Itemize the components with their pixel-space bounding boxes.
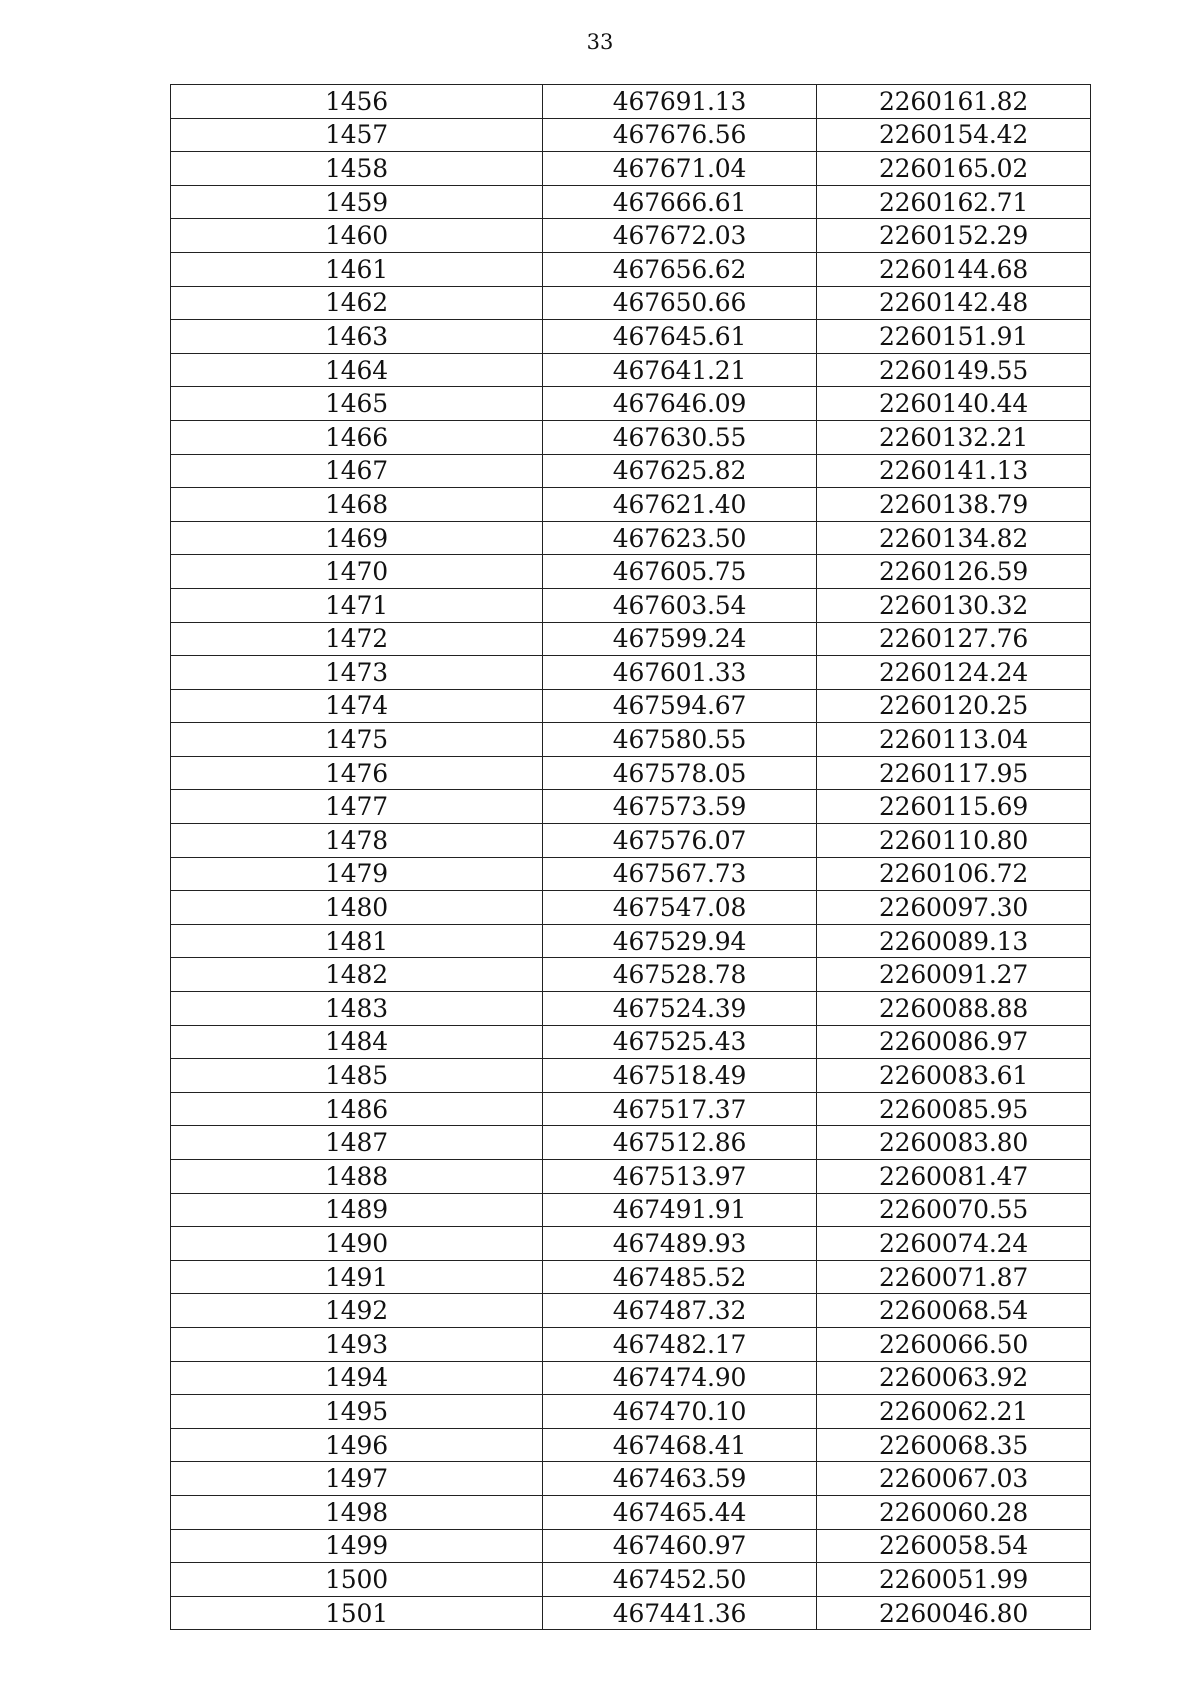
y-coordinate-cell: 2260165.02	[817, 152, 1091, 186]
coordinates-table-body	[171, 85, 1091, 1630]
y-coordinate-cell: 2260161.82	[817, 85, 1091, 119]
table-row	[171, 656, 1091, 690]
y-coordinate-cell: 2260063.92	[817, 1361, 1091, 1395]
table-row	[171, 622, 1091, 656]
x-coordinate-cell: 467691.13	[543, 85, 817, 119]
point-number-cell: 1462	[171, 286, 543, 320]
table-row	[171, 286, 1091, 320]
x-coordinate-cell: 467525.43	[543, 1025, 817, 1059]
table-row	[171, 1126, 1091, 1160]
point-number-cell: 1494	[171, 1361, 543, 1395]
table-row	[171, 353, 1091, 387]
table-row	[171, 588, 1091, 622]
y-coordinate-cell: 2260162.71	[817, 185, 1091, 219]
y-coordinate-cell: 2260068.54	[817, 1294, 1091, 1328]
table-row	[171, 1294, 1091, 1328]
table-row	[171, 1227, 1091, 1261]
point-number-cell: 1461	[171, 252, 543, 286]
table-row	[171, 555, 1091, 589]
point-number-cell: 1499	[171, 1529, 543, 1563]
table-row	[171, 1495, 1091, 1529]
table-row	[171, 1395, 1091, 1429]
y-coordinate-cell: 2260071.87	[817, 1260, 1091, 1294]
y-coordinate-cell: 2260110.80	[817, 824, 1091, 858]
y-coordinate-cell: 2260066.50	[817, 1327, 1091, 1361]
point-number-cell: 1460	[171, 219, 543, 253]
point-number-cell: 1481	[171, 924, 543, 958]
x-coordinate-cell: 467441.36	[543, 1596, 817, 1630]
y-coordinate-cell: 2260081.47	[817, 1160, 1091, 1194]
table-row	[171, 420, 1091, 454]
table-row	[171, 219, 1091, 253]
y-coordinate-cell: 2260083.61	[817, 1059, 1091, 1093]
y-coordinate-cell: 2260067.03	[817, 1462, 1091, 1496]
table-row	[171, 756, 1091, 790]
x-coordinate-cell: 467621.40	[543, 488, 817, 522]
y-coordinate-cell: 2260062.21	[817, 1395, 1091, 1429]
x-coordinate-cell: 467650.66	[543, 286, 817, 320]
x-coordinate-cell: 467594.67	[543, 689, 817, 723]
y-coordinate-cell: 2260151.91	[817, 320, 1091, 354]
x-coordinate-cell: 467452.50	[543, 1563, 817, 1597]
point-number-cell: 1471	[171, 588, 543, 622]
point-number-cell: 1493	[171, 1327, 543, 1361]
x-coordinate-cell: 467605.75	[543, 555, 817, 589]
table-row	[171, 185, 1091, 219]
x-coordinate-cell: 467666.61	[543, 185, 817, 219]
point-number-cell: 1492	[171, 1294, 543, 1328]
y-coordinate-cell: 2260142.48	[817, 286, 1091, 320]
y-coordinate-cell: 2260144.68	[817, 252, 1091, 286]
y-coordinate-cell: 2260149.55	[817, 353, 1091, 387]
table-row	[171, 857, 1091, 891]
table-row	[171, 1260, 1091, 1294]
point-number-cell: 1483	[171, 992, 543, 1026]
point-number-cell: 1489	[171, 1193, 543, 1227]
x-coordinate-cell: 467601.33	[543, 656, 817, 690]
x-coordinate-cell: 467463.59	[543, 1462, 817, 1496]
point-number-cell: 1480	[171, 891, 543, 925]
point-number-cell: 1457	[171, 118, 543, 152]
point-number-cell: 1465	[171, 387, 543, 421]
table-row	[171, 387, 1091, 421]
point-number-cell: 1459	[171, 185, 543, 219]
x-coordinate-cell: 467529.94	[543, 924, 817, 958]
y-coordinate-cell: 2260068.35	[817, 1428, 1091, 1462]
x-coordinate-cell: 467465.44	[543, 1495, 817, 1529]
x-coordinate-cell: 467470.10	[543, 1395, 817, 1429]
y-coordinate-cell: 2260117.95	[817, 756, 1091, 790]
table-row	[171, 454, 1091, 488]
table-row	[171, 521, 1091, 555]
y-coordinate-cell: 2260083.80	[817, 1126, 1091, 1160]
y-coordinate-cell: 2260152.29	[817, 219, 1091, 253]
point-number-cell: 1486	[171, 1092, 543, 1126]
point-number-cell: 1485	[171, 1059, 543, 1093]
point-number-cell: 1468	[171, 488, 543, 522]
y-coordinate-cell: 2260127.76	[817, 622, 1091, 656]
x-coordinate-cell: 467485.52	[543, 1260, 817, 1294]
y-coordinate-cell: 2260138.79	[817, 488, 1091, 522]
y-coordinate-cell: 2260085.95	[817, 1092, 1091, 1126]
x-coordinate-cell: 467487.32	[543, 1294, 817, 1328]
y-coordinate-cell: 2260140.44	[817, 387, 1091, 421]
table-row	[171, 1059, 1091, 1093]
y-coordinate-cell: 2260154.42	[817, 118, 1091, 152]
point-number-cell: 1484	[171, 1025, 543, 1059]
x-coordinate-cell: 467491.91	[543, 1193, 817, 1227]
point-number-cell: 1463	[171, 320, 543, 354]
x-coordinate-cell: 467630.55	[543, 420, 817, 454]
y-coordinate-cell: 2260051.99	[817, 1563, 1091, 1597]
x-coordinate-cell: 467489.93	[543, 1227, 817, 1261]
point-number-cell: 1497	[171, 1462, 543, 1496]
point-number-cell: 1473	[171, 656, 543, 690]
x-coordinate-cell: 467474.90	[543, 1361, 817, 1395]
x-coordinate-cell: 467567.73	[543, 857, 817, 891]
x-coordinate-cell: 467671.04	[543, 152, 817, 186]
y-coordinate-cell: 2260115.69	[817, 790, 1091, 824]
table-row	[171, 723, 1091, 757]
table-row	[171, 252, 1091, 286]
page-number: 33	[586, 30, 614, 54]
x-coordinate-cell: 467482.17	[543, 1327, 817, 1361]
table-row	[171, 1529, 1091, 1563]
point-number-cell: 1470	[171, 555, 543, 589]
x-coordinate-cell: 467517.37	[543, 1092, 817, 1126]
x-coordinate-cell: 467528.78	[543, 958, 817, 992]
point-number-cell: 1482	[171, 958, 543, 992]
point-number-cell: 1490	[171, 1227, 543, 1261]
y-coordinate-cell: 2260070.55	[817, 1193, 1091, 1227]
point-number-cell: 1498	[171, 1495, 543, 1529]
x-coordinate-cell: 467573.59	[543, 790, 817, 824]
y-coordinate-cell: 2260046.80	[817, 1596, 1091, 1630]
point-number-cell: 1495	[171, 1395, 543, 1429]
x-coordinate-cell: 467578.05	[543, 756, 817, 790]
point-number-cell: 1476	[171, 756, 543, 790]
y-coordinate-cell: 2260130.32	[817, 588, 1091, 622]
x-coordinate-cell: 467623.50	[543, 521, 817, 555]
y-coordinate-cell: 2260058.54	[817, 1529, 1091, 1563]
x-coordinate-cell: 467513.97	[543, 1160, 817, 1194]
point-number-cell: 1478	[171, 824, 543, 858]
table-row	[171, 1462, 1091, 1496]
table-row	[171, 891, 1091, 925]
x-coordinate-cell: 467645.61	[543, 320, 817, 354]
table-row	[171, 488, 1091, 522]
x-coordinate-cell: 467656.62	[543, 252, 817, 286]
x-coordinate-cell: 467676.56	[543, 118, 817, 152]
x-coordinate-cell: 467468.41	[543, 1428, 817, 1462]
point-number-cell: 1469	[171, 521, 543, 555]
x-coordinate-cell: 467524.39	[543, 992, 817, 1026]
point-number-cell: 1477	[171, 790, 543, 824]
table-row	[171, 924, 1091, 958]
y-coordinate-cell: 2260060.28	[817, 1495, 1091, 1529]
table-row	[171, 1092, 1091, 1126]
x-coordinate-cell: 467603.54	[543, 588, 817, 622]
table-row	[171, 1327, 1091, 1361]
table-row	[171, 1563, 1091, 1597]
y-coordinate-cell: 2260132.21	[817, 420, 1091, 454]
x-coordinate-cell: 467599.24	[543, 622, 817, 656]
table-row	[171, 992, 1091, 1026]
point-number-cell: 1491	[171, 1260, 543, 1294]
point-number-cell: 1474	[171, 689, 543, 723]
x-coordinate-cell: 467576.07	[543, 824, 817, 858]
x-coordinate-cell: 467672.03	[543, 219, 817, 253]
table-row	[171, 118, 1091, 152]
x-coordinate-cell: 467580.55	[543, 723, 817, 757]
point-number-cell: 1456	[171, 85, 543, 119]
table-row	[171, 1025, 1091, 1059]
y-coordinate-cell: 2260088.88	[817, 992, 1091, 1026]
x-coordinate-cell: 467547.08	[543, 891, 817, 925]
table-row	[171, 790, 1091, 824]
table-row	[171, 958, 1091, 992]
x-coordinate-cell: 467641.21	[543, 353, 817, 387]
y-coordinate-cell: 2260106.72	[817, 857, 1091, 891]
y-coordinate-cell: 2260089.13	[817, 924, 1091, 958]
table-row	[171, 1160, 1091, 1194]
point-number-cell: 1467	[171, 454, 543, 488]
point-number-cell: 1479	[171, 857, 543, 891]
x-coordinate-cell: 467646.09	[543, 387, 817, 421]
y-coordinate-cell: 2260134.82	[817, 521, 1091, 555]
point-number-cell: 1466	[171, 420, 543, 454]
point-number-cell: 1458	[171, 152, 543, 186]
y-coordinate-cell: 2260113.04	[817, 723, 1091, 757]
y-coordinate-cell: 2260141.13	[817, 454, 1091, 488]
y-coordinate-cell: 2260120.25	[817, 689, 1091, 723]
table-row	[171, 824, 1091, 858]
point-number-cell: 1500	[171, 1563, 543, 1597]
table-row	[171, 689, 1091, 723]
x-coordinate-cell: 467512.86	[543, 1126, 817, 1160]
y-coordinate-cell: 2260124.24	[817, 656, 1091, 690]
table-row	[171, 1596, 1091, 1630]
coordinates-table	[170, 84, 1091, 1630]
y-coordinate-cell: 2260126.59	[817, 555, 1091, 589]
point-number-cell: 1475	[171, 723, 543, 757]
point-number-cell: 1487	[171, 1126, 543, 1160]
x-coordinate-cell: 467460.97	[543, 1529, 817, 1563]
point-number-cell: 1472	[171, 622, 543, 656]
table-row	[171, 152, 1091, 186]
y-coordinate-cell: 2260097.30	[817, 891, 1091, 925]
table-row	[171, 1193, 1091, 1227]
table-row	[171, 1361, 1091, 1395]
table-row	[171, 1428, 1091, 1462]
x-coordinate-cell: 467625.82	[543, 454, 817, 488]
point-number-cell: 1488	[171, 1160, 543, 1194]
table-row	[171, 320, 1091, 354]
y-coordinate-cell: 2260086.97	[817, 1025, 1091, 1059]
y-coordinate-cell: 2260091.27	[817, 958, 1091, 992]
point-number-cell: 1501	[171, 1596, 543, 1630]
y-coordinate-cell: 2260074.24	[817, 1227, 1091, 1261]
point-number-cell: 1464	[171, 353, 543, 387]
x-coordinate-cell: 467518.49	[543, 1059, 817, 1093]
table-row	[171, 85, 1091, 119]
point-number-cell: 1496	[171, 1428, 543, 1462]
